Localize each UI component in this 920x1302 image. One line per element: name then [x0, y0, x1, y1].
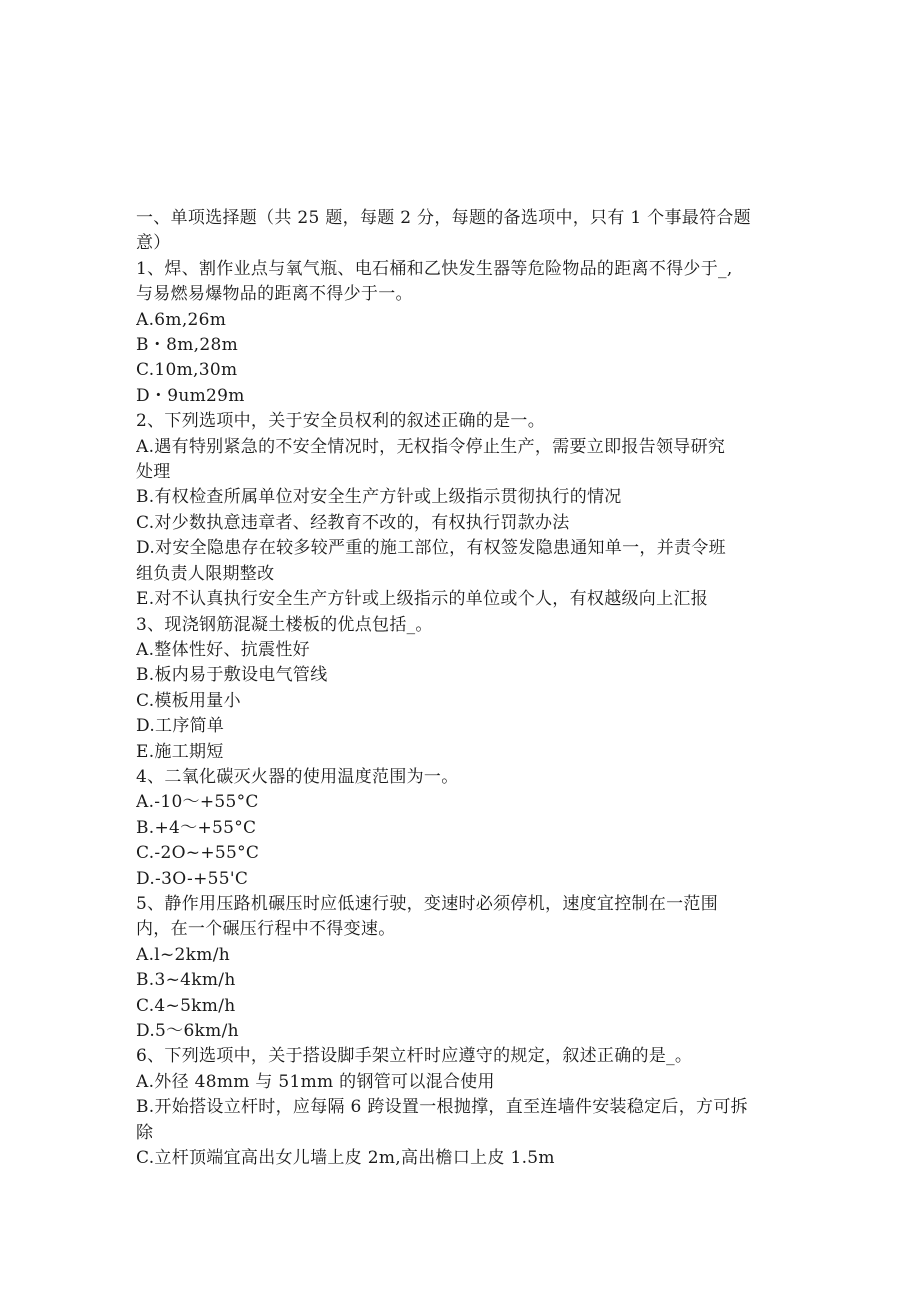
answer-option: C.对少数执意违章者、经教育不改的，有权执行罚款办法 — [136, 512, 570, 533]
answer-option: A.-10～+55°C — [136, 792, 259, 813]
answer-option-continued: 组负责人限期整改 — [136, 563, 275, 584]
question-3 — [136, 613, 788, 765]
answer-option: B.3~4km∕h — [136, 970, 236, 991]
answer-option: A.6m,26m — [136, 309, 227, 330]
answer-option: C.10m,30m — [136, 360, 238, 381]
answer-option: B.开始搭设立杆时，应每隔 6 跨设置一根抛撑，直至连墙件安装稳定后，方可拆 — [136, 1097, 748, 1118]
answer-option: E.施工期短 — [136, 741, 224, 762]
question-stem: 3、现浇钢筋混凝土楼板的优点包括_。 — [136, 614, 433, 635]
answer-option: C.立杆顶端宜高出女儿墙上皮 2m,高出檐口上皮 1.5m — [136, 1148, 555, 1169]
question-stem: 6、下列选项中，关于搭设脚手架立杆时应遵守的规定，叙述正确的是_。 — [136, 1046, 693, 1067]
question-4 — [136, 765, 788, 892]
answer-option: C.模板用量小 — [136, 690, 241, 711]
answer-option: B・8m,28m — [136, 335, 238, 356]
answer-option: A.整体性好、抗震性好 — [136, 639, 310, 660]
question-stem: 2、下列选项中，关于安全员权利的叙述正确的是一。 — [136, 411, 546, 432]
answer-option: C.4~5km∕h — [136, 995, 236, 1016]
question-2 — [136, 409, 788, 612]
answer-option: C.-2O~+55°C — [136, 843, 260, 864]
answer-option-continued: 除 — [136, 1122, 154, 1143]
question-stem: 5、静作用压路机碾压时应低速行驶，变速时必须停机，速度宜控制在一范围 — [136, 893, 719, 914]
question-stem: 与易燃易爆物品的距离不得少于一。 — [136, 284, 413, 305]
answer-option: D.对安全隐患存在较多较严重的施工部位，有权签发隐患通知单一，并责令班 — [136, 538, 726, 559]
section-heading: 一、单项选择题（共 25 题，每题 2 分，每题的备选项中，只有 1 个事最符合题 意） — [136, 208, 751, 254]
answer-option: B.+4～+55°C — [136, 817, 257, 838]
answer-option: A.遇有特别紧急的不安全情况时，无权指令停止生产，需要立即报告领导研究 — [136, 436, 726, 457]
question-stem: 内，在一个碾压行程中不得变速。 — [136, 919, 396, 940]
document-body — [136, 206, 788, 1171]
answer-option: D.-3O-+55'C — [136, 868, 249, 889]
answer-option: D.5～6km∕h — [136, 1021, 239, 1041]
answer-option-continued: 处理 — [136, 462, 171, 483]
question-1 — [136, 257, 788, 409]
answer-option: B.有权检查所属单位对安全生产方针或上级指示贯彻执行的情况 — [136, 487, 622, 508]
question-5 — [136, 892, 788, 1044]
answer-option: A.外径 48mm 与 51mm 的钢管可以混合使用 — [136, 1071, 495, 1092]
answer-option: B.板内易于敷设电气管线 — [136, 665, 328, 686]
question-stem: 1、焊、割作业点与氧气瓶、电石桶和乙快发生器等危险物品的距离不得少于_, — [136, 258, 733, 279]
question-6 — [136, 1044, 788, 1171]
question-stem: 4、二氧化碳灭火器的使用温度范围为一。 — [136, 766, 459, 787]
answer-option: E.对不认真执行安全生产方针或上级指示的单位或个人，有权越级向上汇报 — [136, 589, 709, 610]
answer-option: D.工序简单 — [136, 716, 225, 737]
answer-option: D・9um29m — [136, 385, 245, 406]
answer-option: A.l~2km∕h — [136, 944, 230, 965]
